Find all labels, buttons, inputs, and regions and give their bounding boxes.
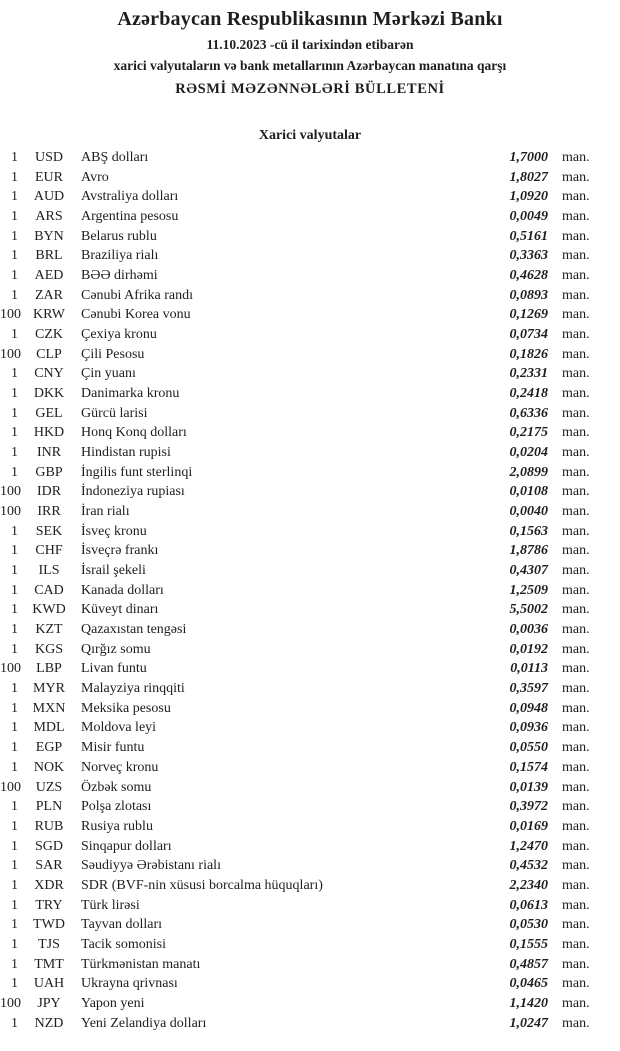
currency-code: EUR <box>35 169 63 185</box>
currency-code: ZAR <box>35 287 63 303</box>
currency-name: Belarus rublu <box>81 228 157 244</box>
currency-quantity: 1 <box>11 366 18 382</box>
currency-name: SDR (BVF-nin xüsusi borcalma hüquqları) <box>81 877 323 893</box>
table-row <box>0 778 620 798</box>
currency-name: Çili Pesosu <box>81 346 145 362</box>
currency-unit: man. <box>562 622 590 638</box>
currency-code: KZT <box>35 622 63 638</box>
currency-name: Argentina pesosu <box>81 209 179 225</box>
currency-quantity: 1 <box>11 681 18 697</box>
currency-name: BƏƏ dirhəmi <box>81 268 158 284</box>
currency-name: İsrail şekeli <box>81 563 146 579</box>
currency-rate: 1,0920 <box>509 189 548 205</box>
currency-rate: 0,3972 <box>509 799 548 815</box>
currency-code: AED <box>34 268 64 284</box>
currency-rate: 0,0613 <box>509 897 548 913</box>
currency-code: XDR <box>34 877 64 893</box>
currency-code: TJS <box>38 936 60 952</box>
currency-code: GEL <box>35 405 63 421</box>
currency-rate: 1,0247 <box>509 1015 548 1031</box>
currency-code: KGS <box>34 641 63 657</box>
currency-unit: man. <box>562 1015 590 1031</box>
currency-rate: 1,2470 <box>509 838 548 854</box>
currency-quantity: 1 <box>11 917 18 933</box>
currency-rate: 1,1420 <box>509 995 548 1011</box>
table-row <box>0 876 620 896</box>
currency-rate: 0,0948 <box>509 700 548 716</box>
currency-name: Yeni Zelandiya dolları <box>81 1015 207 1031</box>
table-row <box>0 266 620 286</box>
currency-code: NOK <box>33 759 65 775</box>
table-row <box>0 148 620 168</box>
currency-quantity: 1 <box>11 248 18 264</box>
currency-quantity: 1 <box>11 602 18 618</box>
currency-quantity: 1 <box>11 523 18 539</box>
table-row <box>0 699 620 719</box>
currency-quantity: 1 <box>11 936 18 952</box>
currency-code: SEK <box>35 523 63 539</box>
currency-quantity: 1 <box>11 150 18 165</box>
currency-code: AUD <box>33 189 65 205</box>
currency-quantity: 1 <box>11 405 18 421</box>
currency-code: NZD <box>34 1015 64 1031</box>
currency-code: MYR <box>33 681 65 697</box>
currency-quantity: 1 <box>11 858 18 874</box>
effective-date-line: 11.10.2023 -cü il tarixindən etibarən <box>206 37 414 52</box>
currency-unit: man. <box>562 641 590 657</box>
currency-unit: man. <box>562 582 590 598</box>
currency-rate: 0,4628 <box>509 268 548 284</box>
currency-unit: man. <box>562 720 590 736</box>
currency-unit: man. <box>562 700 590 716</box>
table-row <box>0 305 620 325</box>
currency-rate: 5,5002 <box>509 602 548 618</box>
currency-rate: 0,0936 <box>509 720 548 736</box>
currency-name: Qırğız somu <box>81 641 151 657</box>
table-row <box>0 620 620 640</box>
currency-unit: man. <box>562 209 590 225</box>
currency-unit: man. <box>562 818 590 834</box>
table-row <box>0 640 620 660</box>
currency-name: Hindistan rupisi <box>81 445 171 461</box>
currency-unit: man. <box>562 877 590 893</box>
table-row <box>0 246 620 266</box>
table-row <box>0 659 620 679</box>
currency-quantity: 1 <box>11 425 18 441</box>
table-row <box>0 738 620 758</box>
currency-rate: 0,2331 <box>509 366 548 382</box>
currency-rate: 0,4532 <box>509 858 548 874</box>
currency-rate: 2,2340 <box>509 877 548 893</box>
currency-code: EGP <box>35 740 63 756</box>
table-row <box>0 974 620 994</box>
currency-quantity: 1 <box>11 897 18 913</box>
currency-name: Kanada dolları <box>81 582 164 598</box>
currency-quantity: 1 <box>11 720 18 736</box>
currency-code: SGD <box>34 838 63 854</box>
currency-name: Misir funtu <box>81 740 145 756</box>
currency-quantity: 1 <box>11 838 18 854</box>
currency-rate: 0,0530 <box>509 917 548 933</box>
currency-name: İndoneziya rupiası <box>81 484 185 500</box>
currency-code: DKK <box>33 386 65 402</box>
currency-unit: man. <box>562 425 590 441</box>
table-row <box>0 502 620 522</box>
currency-name: Cənubi Korea vonu <box>81 307 191 323</box>
currency-quantity: 1 <box>11 563 18 579</box>
currency-code: JPY <box>37 995 61 1011</box>
currency-quantity: 1 <box>11 622 18 638</box>
currency-code: UZS <box>35 779 63 795</box>
currency-name: Avstraliya dolları <box>81 189 179 205</box>
document-header <box>0 7 620 98</box>
currency-code: CLP <box>36 346 62 362</box>
table-row <box>0 522 620 542</box>
table-row <box>0 541 620 561</box>
currency-unit: man. <box>562 681 590 697</box>
table-row <box>0 600 620 620</box>
currency-quantity: 100 <box>0 307 21 323</box>
currency-rate: 0,0113 <box>510 661 548 677</box>
currency-name: Cənubi Afrika randı <box>81 287 193 303</box>
currency-unit: man. <box>562 602 590 618</box>
currency-rate: 0,1574 <box>509 759 548 775</box>
currency-unit: man. <box>562 248 590 264</box>
currency-name: Türkmənistan manatı <box>81 956 201 972</box>
currency-unit: man. <box>562 268 590 284</box>
currency-code: TWD <box>33 917 65 933</box>
currency-quantity: 1 <box>11 445 18 461</box>
currency-name: Çexiya kronu <box>81 327 157 343</box>
currency-rate: 2,0899 <box>509 464 548 480</box>
currency-name: Səudiyyə Ərəbistanı rialı <box>81 858 221 874</box>
currency-quantity: 1 <box>11 956 18 972</box>
currency-rate: 0,1269 <box>509 307 548 323</box>
table-row <box>0 856 620 876</box>
currency-rate: 0,0893 <box>509 287 548 303</box>
currency-name: Meksika pesosu <box>81 700 171 716</box>
currency-name: Braziliya rialı <box>81 248 159 264</box>
currency-code: GBP <box>35 464 63 480</box>
table-row <box>0 797 620 817</box>
currency-rate: 1,8027 <box>509 169 548 185</box>
currency-code: KRW <box>33 307 65 323</box>
currency-rate: 0,5161 <box>509 228 548 244</box>
table-row <box>0 561 620 581</box>
currency-code: USD <box>34 150 63 165</box>
currency-rate: 0,0108 <box>509 484 548 500</box>
currency-name: Türk lirəsi <box>81 897 140 913</box>
currency-rate: 0,0049 <box>509 209 548 225</box>
currency-code: IDR <box>36 484 62 500</box>
currency-unit: man. <box>562 464 590 480</box>
table-row <box>0 994 620 1014</box>
currency-unit: man. <box>562 936 590 952</box>
currency-name: İngilis funt sterlinqi <box>81 464 193 480</box>
currency-rate: 0,4857 <box>509 956 548 972</box>
currency-unit: man. <box>562 523 590 539</box>
currency-unit: man. <box>562 228 590 244</box>
currency-name: Gürcü larisi <box>81 405 148 421</box>
exchange-rates-table <box>0 148 620 1033</box>
currency-code: ILS <box>38 563 60 579</box>
currency-quantity: 100 <box>0 504 21 520</box>
currency-code: PLN <box>35 799 63 815</box>
currency-name: İran rialı <box>81 504 130 520</box>
currency-name: Honq Konq dolları <box>81 425 187 441</box>
currency-code: CHF <box>35 543 63 559</box>
currency-name: Livan funtu <box>81 661 147 677</box>
currency-unit: man. <box>562 189 590 205</box>
bank-name-title: Azərbaycan Respublikasının Mərkəzi Bankı <box>117 8 503 30</box>
table-row <box>0 325 620 345</box>
table-row <box>0 384 620 404</box>
currency-unit: man. <box>562 504 590 520</box>
currency-rate: 0,0040 <box>509 504 548 520</box>
table-row <box>0 227 620 247</box>
currency-name: İsveçrə frankı <box>81 543 159 559</box>
bulletin-subtitle: xarici valyutaların və bank metallarının Azərbaycan manatına qarşı <box>113 58 507 73</box>
currency-quantity: 1 <box>11 169 18 185</box>
currency-rate: 1,8786 <box>509 543 548 559</box>
currency-quantity: 1 <box>11 327 18 343</box>
currency-name: Çin yuanı <box>81 366 136 382</box>
currency-name: Tayvan dolları <box>81 917 163 933</box>
currency-code: MXN <box>32 700 66 716</box>
currency-rate: 0,0465 <box>509 976 548 992</box>
currency-unit: man. <box>562 976 590 992</box>
currency-rate: 0,3597 <box>509 681 548 697</box>
currency-unit: man. <box>562 779 590 795</box>
currency-rate: 0,1826 <box>509 346 548 362</box>
currency-unit: man. <box>562 858 590 874</box>
currency-code: INR <box>36 445 62 461</box>
currency-quantity: 1 <box>11 877 18 893</box>
currency-unit: man. <box>562 287 590 303</box>
currency-name: Özbək somu <box>81 779 152 795</box>
currency-name: Tacik somonisi <box>81 936 166 952</box>
currency-rate: 0,0169 <box>509 818 548 834</box>
currency-quantity: 100 <box>0 661 21 677</box>
table-row <box>0 915 620 935</box>
currency-name: ABŞ dolları <box>81 150 149 165</box>
currency-unit: man. <box>562 838 590 854</box>
currency-quantity: 1 <box>11 740 18 756</box>
currency-rate: 0,6336 <box>509 405 548 421</box>
currency-name: Malayziya rinqqiti <box>81 681 185 697</box>
currency-quantity: 1 <box>11 700 18 716</box>
currency-code: MDL <box>33 720 65 736</box>
currency-quantity: 1 <box>11 976 18 992</box>
currency-quantity: 100 <box>0 346 21 362</box>
currency-code: UAH <box>33 976 65 992</box>
currency-name: Danimarka kronu <box>81 386 180 402</box>
table-row <box>0 581 620 601</box>
currency-unit: man. <box>562 995 590 1011</box>
currency-quantity: 1 <box>11 1015 18 1031</box>
section-title-foreign-currencies: Xarici valyutalar <box>258 128 362 143</box>
currency-code: KWD <box>32 602 66 618</box>
table-row <box>0 187 620 207</box>
currency-quantity: 1 <box>11 641 18 657</box>
currency-quantity: 1 <box>11 189 18 205</box>
currency-code: CAD <box>34 582 64 598</box>
currency-quantity: 100 <box>0 995 21 1011</box>
currency-rate: 0,0204 <box>509 445 548 461</box>
currency-quantity: 1 <box>11 386 18 402</box>
currency-rate: 0,0734 <box>509 327 548 343</box>
currency-quantity: 1 <box>11 759 18 775</box>
currency-unit: man. <box>562 759 590 775</box>
currency-code: ARS <box>35 209 63 225</box>
currency-name: Ukrayna qrivnası <box>81 976 178 992</box>
currency-code: IRR <box>37 504 61 520</box>
currency-quantity: 1 <box>11 582 18 598</box>
table-row <box>0 935 620 955</box>
currency-unit: man. <box>562 445 590 461</box>
table-row <box>0 679 620 699</box>
currency-quantity: 100 <box>0 779 21 795</box>
currency-rate: 0,2418 <box>509 386 548 402</box>
currency-code: BYN <box>34 228 64 244</box>
currency-code: HKD <box>33 425 65 441</box>
table-row <box>0 817 620 837</box>
table-row <box>0 404 620 424</box>
currency-unit: man. <box>562 366 590 382</box>
currency-name: Küveyt dinarı <box>81 602 159 618</box>
currency-unit: man. <box>562 897 590 913</box>
currency-name: Yapon yeni <box>81 995 145 1011</box>
table-row <box>0 896 620 916</box>
currency-quantity: 1 <box>11 287 18 303</box>
currency-unit: man. <box>562 661 590 677</box>
currency-code: SAR <box>35 858 63 874</box>
currency-code: LBP <box>36 661 62 677</box>
currency-unit: man. <box>562 740 590 756</box>
currency-rate: 0,4307 <box>509 563 548 579</box>
currency-rate: 1,7000 <box>509 150 548 165</box>
table-row <box>0 443 620 463</box>
currency-name: İsveç kronu <box>81 523 147 539</box>
table-row <box>0 463 620 483</box>
table-row <box>0 837 620 857</box>
currency-rate: 0,2175 <box>509 425 548 441</box>
currency-quantity: 1 <box>11 818 18 834</box>
currency-rate: 0,0139 <box>509 779 548 795</box>
table-row <box>0 364 620 384</box>
currency-unit: man. <box>562 563 590 579</box>
currency-unit: man. <box>562 346 590 362</box>
table-row <box>0 286 620 306</box>
currency-quantity: 100 <box>0 484 21 500</box>
currency-unit: man. <box>562 169 590 185</box>
currency-quantity: 1 <box>11 799 18 815</box>
table-row <box>0 718 620 738</box>
currency-unit: man. <box>562 956 590 972</box>
table-row <box>0 758 620 778</box>
currency-quantity: 1 <box>11 464 18 480</box>
currency-code: CNY <box>34 366 64 382</box>
currency-unit: man. <box>562 484 590 500</box>
table-row <box>0 168 620 188</box>
table-row <box>0 345 620 365</box>
currency-name: Avro <box>81 169 109 185</box>
currency-code: TMT <box>34 956 64 972</box>
currency-unit: man. <box>562 386 590 402</box>
currency-unit: man. <box>562 327 590 343</box>
table-row <box>0 482 620 502</box>
currency-quantity: 1 <box>11 209 18 225</box>
table-row <box>0 1014 620 1034</box>
currency-name: Polşa zlotası <box>81 799 152 815</box>
currency-name: Norveç kronu <box>81 759 159 775</box>
bulletin-title: RƏSMİ MƏZƏNNƏLƏRİ BÜLLETENİ <box>175 81 445 97</box>
currency-code: RUB <box>34 818 64 834</box>
currency-quantity: 1 <box>11 543 18 559</box>
currency-code: TRY <box>35 897 63 913</box>
currency-rate: 0,1555 <box>509 936 548 952</box>
currency-name: Qazaxıstan tengəsi <box>81 622 187 638</box>
currency-rate: 0,0036 <box>509 622 548 638</box>
table-row <box>0 955 620 975</box>
currency-unit: man. <box>562 543 590 559</box>
currency-unit: man. <box>562 150 590 165</box>
currency-code: CZK <box>35 327 63 343</box>
currency-name: Rusiya rublu <box>81 818 153 834</box>
table-row <box>0 207 620 227</box>
currency-unit: man. <box>562 307 590 323</box>
currency-rate: 0,1563 <box>509 523 548 539</box>
currency-rate: 1,2509 <box>509 582 548 598</box>
currency-unit: man. <box>562 799 590 815</box>
table-row <box>0 423 620 443</box>
currency-rate: 0,3363 <box>509 248 548 264</box>
currency-rate: 0,0192 <box>509 641 548 657</box>
currency-unit: man. <box>562 917 590 933</box>
currency-name: Moldova leyi <box>81 720 157 736</box>
currency-quantity: 1 <box>11 228 18 244</box>
currency-name: Sinqapur dolları <box>81 838 172 854</box>
currency-code: BRL <box>35 248 63 264</box>
currency-rate: 0,0550 <box>509 740 548 756</box>
currency-quantity: 1 <box>11 268 18 284</box>
currency-unit: man. <box>562 405 590 421</box>
